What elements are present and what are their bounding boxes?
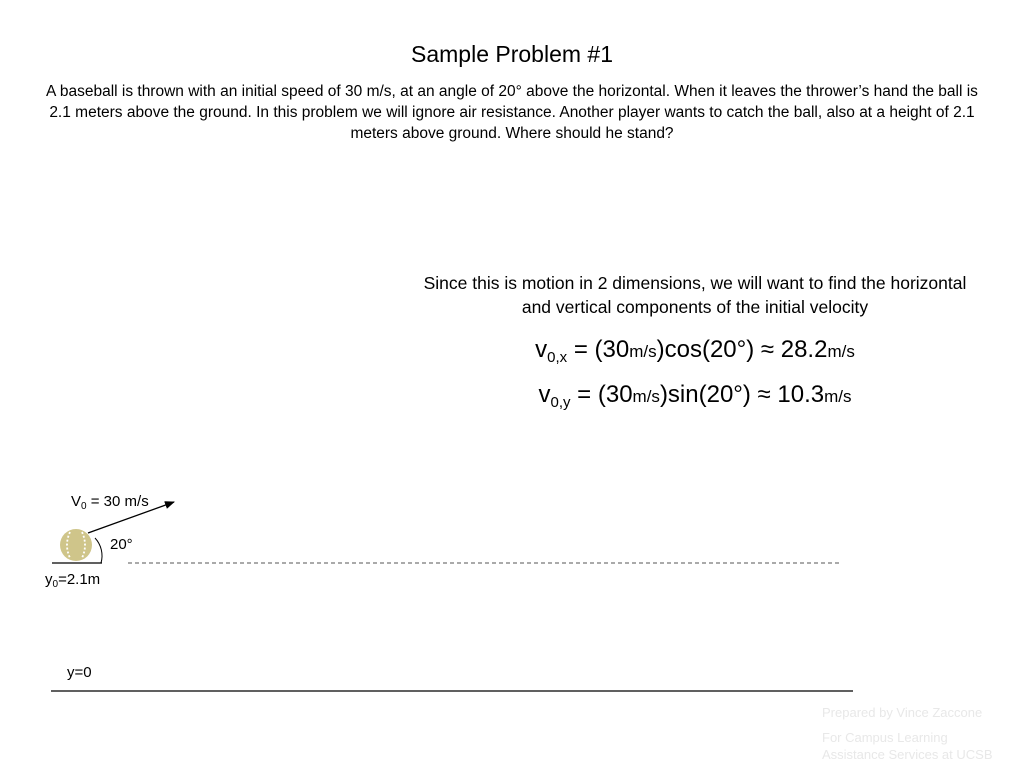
equation-v0y-subscript: 0,y (550, 394, 571, 411)
slide-title: Sample Problem #1 (411, 41, 613, 67)
equation-v0x-subscript: 0,x (547, 349, 568, 366)
problem-statement: A baseball is thrown with an initial speed of 30 m/s, at an angle of 20° above the horizontal. When it leaves the thrower’s hand the ball is 2.1 meters above the ground. In this problem we will ignore air resistance. Another player wants to catch the ball, also at a height of 2.1 meters above ground. Where should he stand? (46, 83, 978, 142)
explanation-text: Since this is motion in 2 dimensions, we will want to find the horizontal and vertical components of the initial velocity (423, 273, 967, 317)
equation-v0y-unit-mid: m/s (632, 387, 660, 406)
initial-velocity-label (71, 493, 149, 511)
equation-v0x-symbol: v (535, 336, 548, 363)
equation-v0y-unit-end: m/s (824, 387, 852, 406)
ground-level-label: y=0 (67, 664, 92, 681)
equation-v0y-function: )sin(20°) ≈ 10.3 (659, 381, 825, 408)
credit-author: Prepared by Vince Zaccone (822, 705, 983, 720)
initial-height-value: =2.1m (58, 571, 101, 588)
launch-angle-label: 20° (110, 536, 133, 553)
equation-v0x-function: )cos(20°) ≈ 28.2 (656, 336, 828, 363)
initial-height-subscript: 0 (52, 579, 59, 590)
initial-height-label (45, 571, 100, 589)
equation-v0y-symbol: v (538, 381, 551, 408)
angle-arc (95, 538, 102, 563)
initial-height-symbol: y (45, 571, 53, 588)
equation-v0x-prefix: = (30 (567, 336, 630, 363)
initial-velocity-subscript: 0 (81, 501, 87, 512)
initial-velocity-symbol: V (71, 493, 82, 510)
baseball-icon (60, 529, 92, 561)
equation-v0x-unit-end: m/s (827, 342, 855, 361)
equation-v0x-unit-mid: m/s (629, 342, 657, 361)
credit-organization: For Campus Learning Assistance Services at UCSB (822, 730, 993, 762)
equation-v0y-prefix: = (30 (570, 381, 633, 408)
baseball-body (60, 529, 92, 561)
initial-velocity-value: = 30 m/s (86, 493, 149, 510)
